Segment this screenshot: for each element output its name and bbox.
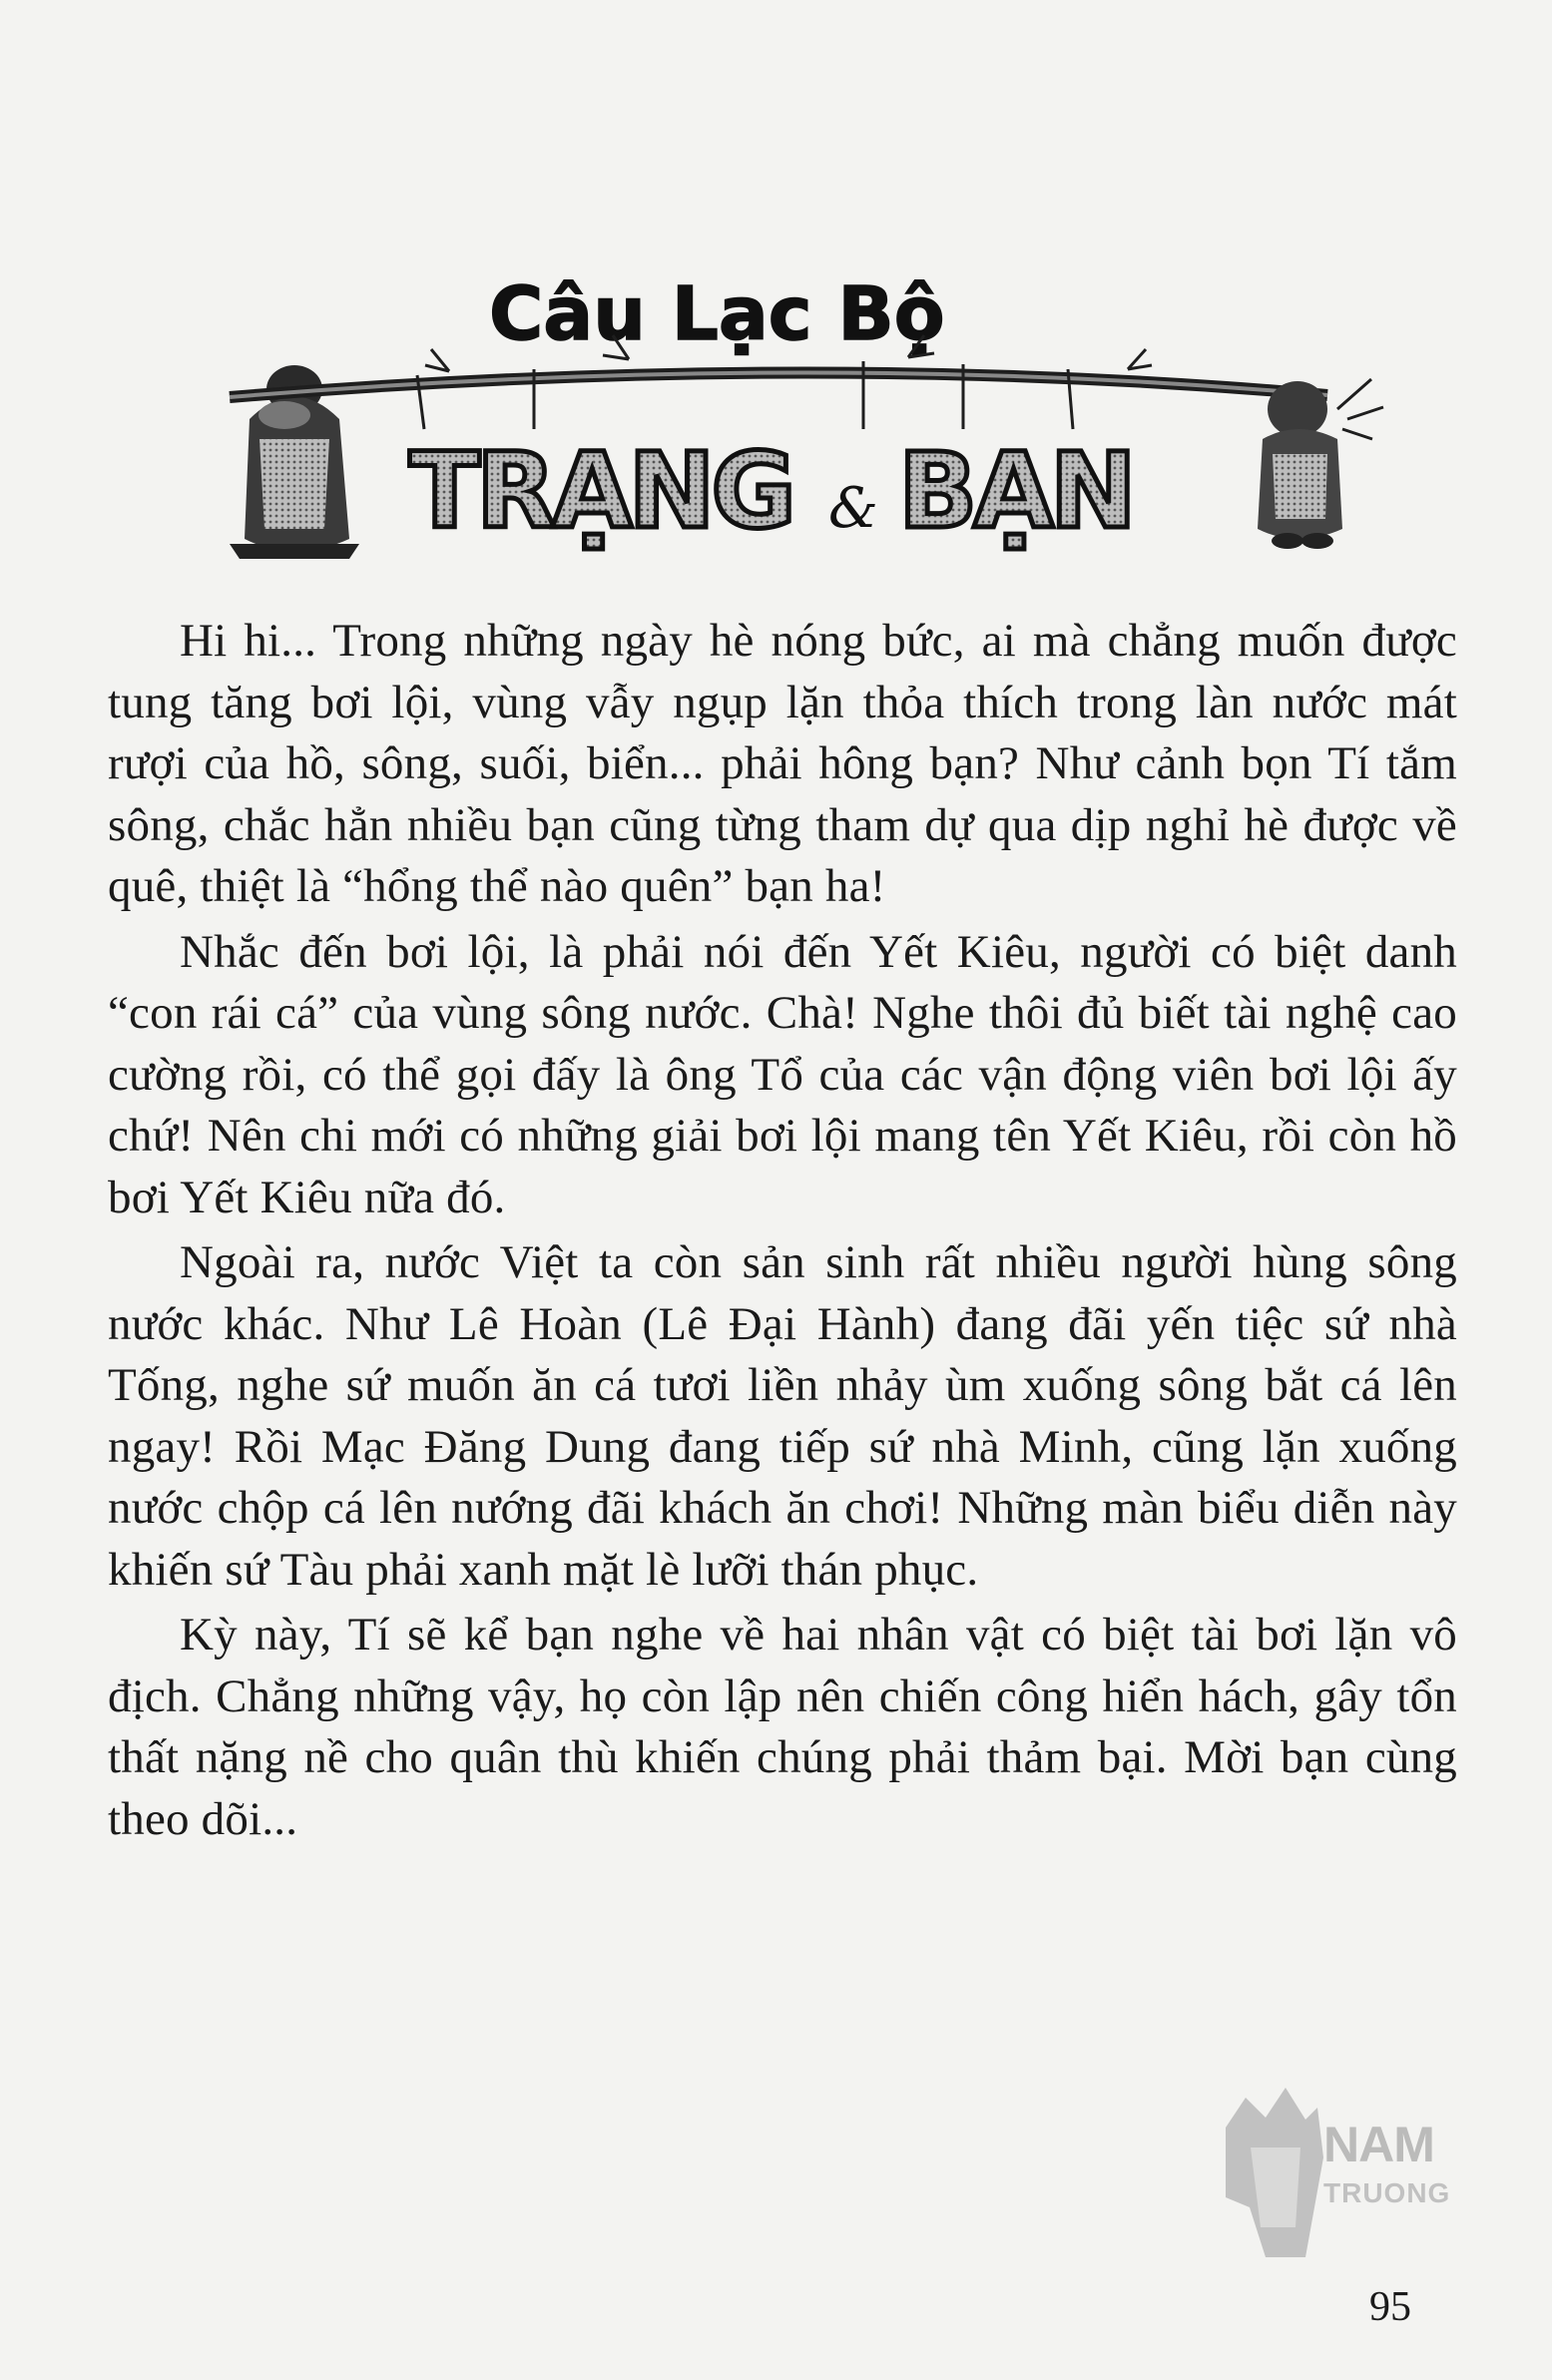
- header-title-line1: Câu Lạc Bộ: [489, 279, 945, 357]
- article-body: [108, 611, 1457, 1854]
- header-illustration: [190, 279, 1427, 569]
- banner-words: [409, 430, 1133, 552]
- paragraph-yet-kieu: Nhắc đến bơi lội, là phải nói đến Yết Kiêu, người có biệt danh “con rái cá” của vùng sông nước. Chà! Nghe thôi đủ biết tài nghệ cao cường rồi, có thể gọi đấy là ông Tổ của các vận động viên bơi lội ấy chứ! Nên chi mới có những giải bơi lội mang tên Yết Kiêu, rồi còn hồ bơi Yết Kiêu nữa đó.: [108, 925, 1457, 1223]
- publisher-watermark: [1206, 2058, 1505, 2267]
- paragraph-invitation: Kỳ này, Tí sẽ kể bạn nghe về hai nhân vật có biệt tài bơi lặn vô địch. Chẳng những vậy, họ còn lập nên chiến công hiển hách, gây tổn thất nặng nề cho quân thù khiến chúng phải thảm bại. Mời bạn cùng theo dõi...: [108, 1609, 1457, 1845]
- watermark-name: NAM: [1323, 2117, 1434, 2172]
- watermark-sub: TRUONG: [1323, 2177, 1451, 2208]
- right-character-figure: [1258, 379, 1383, 549]
- club-header-banner: [190, 279, 1427, 569]
- paragraph-other-heroes: Ngoài ra, nước Việt ta còn sản sinh rất nhiều người hùng sông nước khác. Như Lê Hoàn (Lê Đại Hành) đang đãi yến tiệc sứ nhà Tống, nghe sứ muốn ăn cá tươi liền nhảy ùm xuống sông bắt cá lên ngay! Rồi Mạc Đăng Dung đang tiếp sứ nhà Minh, cũng lặn xuống nước chộp cá lên nướng đãi khách ăn chơi! Những màn biểu diễn này khiến sứ Tàu phải xanh mặt lè lưỡi thán phục.: [108, 1236, 1457, 1596]
- page-number: 95: [1369, 2284, 1411, 2330]
- header-word-ban: BẠN: [898, 430, 1133, 552]
- header-word-trang: TRẠNG: [409, 430, 792, 552]
- header-ampersand: &: [828, 476, 878, 541]
- paragraph-intro: Hi hi... Trong những ngày hè nóng bức, ai mà chẳng muốn được tung tăng bơi lội, vùng vẫy ngụp lặn thỏa thích trong làn nước mát rượi của hồ, sông, suối, biển... phải hông bạn? Như cảnh bọn Tí tắm sông, chắc hẳn nhiều bạn cũng từng tham dự qua dịp nghỉ hè được về quê, thiệt là “hổng thể nào quên” bạn ha!: [108, 615, 1457, 912]
